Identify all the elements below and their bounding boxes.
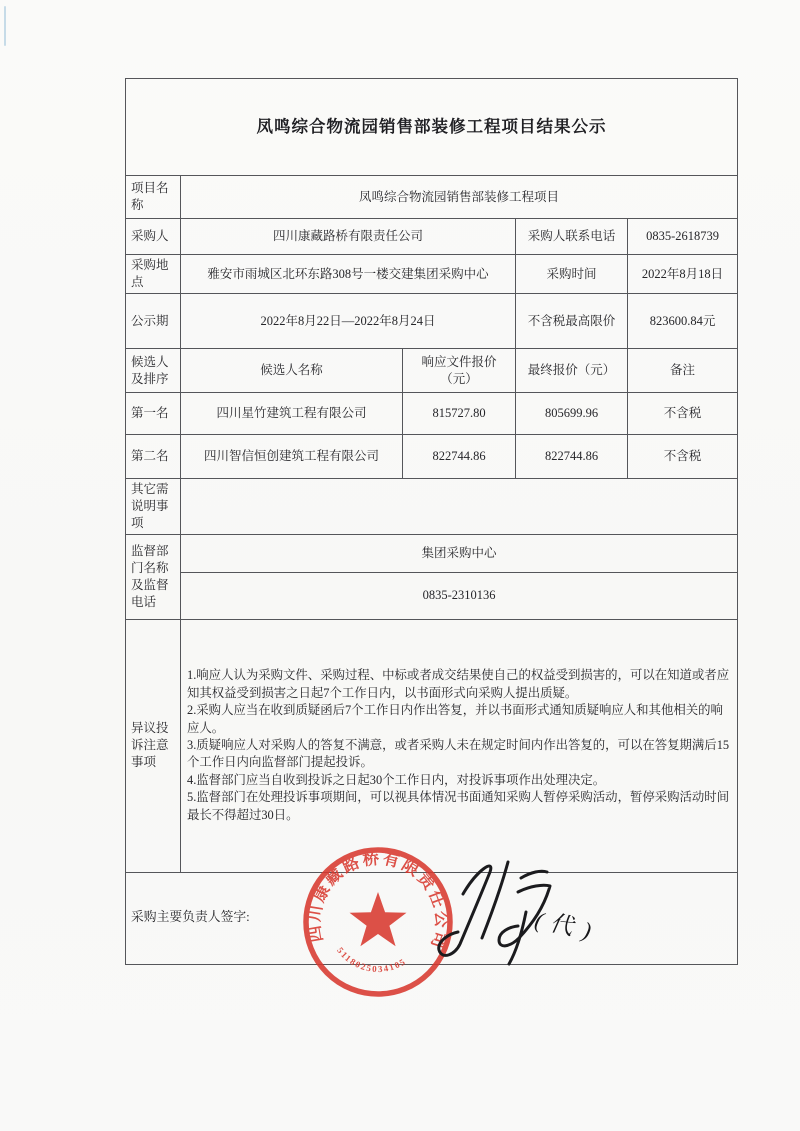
publicity-period-value: 2022年8月22日—2022年8月24日: [181, 294, 516, 349]
candidate-1-rank: 第一名: [126, 393, 181, 435]
candidates-rank-header: 候选人及排序: [126, 349, 181, 393]
publicity-period-row: [126, 294, 738, 349]
candidate-2-name: 四川智信恒创建筑工程有限公司: [181, 435, 403, 479]
max-price-value: 823600.84元: [628, 294, 738, 349]
seal-company-text: 四川康藏路桥有限责任公司: [304, 848, 452, 953]
other-notes-label: 其它需说明事项: [126, 479, 181, 535]
candidate-1-doc-price: 815727.80: [403, 393, 516, 435]
purchase-time-label: 采购时间: [516, 255, 628, 294]
objection-item: 1.响应人认为采购文件、采购过程、中标或者成交结果使自己的权益受到损害的，可以在知道或者应知其权益受到损害之日起7个工作日内，以书面形式向采购人提出质疑。: [187, 668, 730, 700]
publicity-period-label: 公示期: [126, 294, 181, 349]
objection-item: 4.监督部门应当自收到投诉之日起30个工作日内，对投诉事项作出处理决定。: [187, 772, 606, 787]
max-price-label: 不含税最高限价: [516, 294, 628, 349]
candidate-2-doc-price: 822744.86: [403, 435, 516, 479]
title-row: [126, 79, 738, 176]
supervision-phone-value: 0835-2310136: [181, 572, 738, 619]
candidates-doc-price-header: 响应文件报价（元）: [403, 349, 516, 393]
candidates-header-row: [126, 349, 738, 393]
candidate-row-1: [126, 393, 738, 435]
candidate-2-remark: 不含税: [628, 435, 738, 479]
project-name-value: 凤鸣综合物流园销售部装修工程项目: [181, 176, 738, 219]
objection-label: 异议投诉注意事项: [126, 619, 181, 872]
candidate-1-final-price: 805699.96: [516, 393, 628, 435]
title-cell: [126, 79, 738, 176]
purchaser-value: 四川康藏路桥有限责任公司: [181, 219, 516, 255]
purchase-place-value: 雅安市雨城区北环东路308号一楼交建集团采购中心: [181, 255, 516, 294]
supervision-department-row: [126, 534, 738, 572]
candidates-remark-header: 备注: [628, 349, 738, 393]
project-name-label: 项目名称: [126, 176, 181, 219]
candidate-2-final-price: 822744.86: [516, 435, 628, 479]
announcement-table: [125, 78, 738, 965]
purchaser-phone-label: 采购人联系电话: [516, 219, 628, 255]
purchaser-row: [126, 219, 738, 255]
supervision-department-value: 集团采购中心: [181, 534, 738, 572]
candidates-name-header: 候选人名称: [181, 349, 403, 393]
objection-item: 3.质疑响应人对采购人的答复不满意，或者采购人未在规定时间内作出答复的，可以在答复期满后15个工作日内向监督部门提起投诉。: [187, 737, 730, 770]
signature-cell: [126, 872, 738, 964]
objection-text: [186, 667, 732, 824]
signature-note: (代): [530, 907, 605, 945]
page-title: 凤鸣综合物流园销售部装修工程项目结果公示: [256, 116, 607, 136]
other-notes-value: [181, 479, 738, 535]
candidate-1-remark: 不含税: [628, 393, 738, 435]
purchase-place-label: 采购地点: [126, 255, 181, 294]
candidate-1-name: 四川星竹建筑工程有限公司: [181, 393, 403, 435]
candidate-row-2: [126, 435, 738, 479]
purchase-time-value: 2022年8月18日: [628, 255, 738, 294]
project-name-row: [126, 176, 738, 219]
candidates-final-price-header: 最终报价（元）: [516, 349, 628, 393]
purchaser-phone-value: 0835-2618739: [628, 219, 738, 255]
signature-label: 采购主要负责人签字:: [131, 910, 250, 925]
candidate-2-rank: 第二名: [126, 435, 181, 479]
objection-row: [126, 619, 738, 872]
signature-row: [126, 872, 738, 964]
seal-serial-text: 5118025034105: [335, 945, 408, 975]
purchaser-label: 采购人: [126, 219, 181, 255]
purchase-place-row: [126, 255, 738, 294]
objection-item: 5.监督部门在处理投诉事项期间，可以视具体情况书面通知采购人暂停采购活动，暂停采购活动时间最长不得超过30日。: [187, 790, 730, 822]
scan-artifact-mark: [4, 6, 6, 46]
objection-item: 2.采购人应当在收到质疑函后7个工作日内作出答复，并以书面形式通知质疑响应人和其他相关的响应人。: [187, 703, 723, 735]
other-notes-row: [126, 479, 738, 535]
supervision-phone-row: [126, 572, 738, 619]
objection-content-cell: [181, 619, 738, 872]
supervision-label: 监督部门名称及监督电话: [126, 534, 181, 619]
